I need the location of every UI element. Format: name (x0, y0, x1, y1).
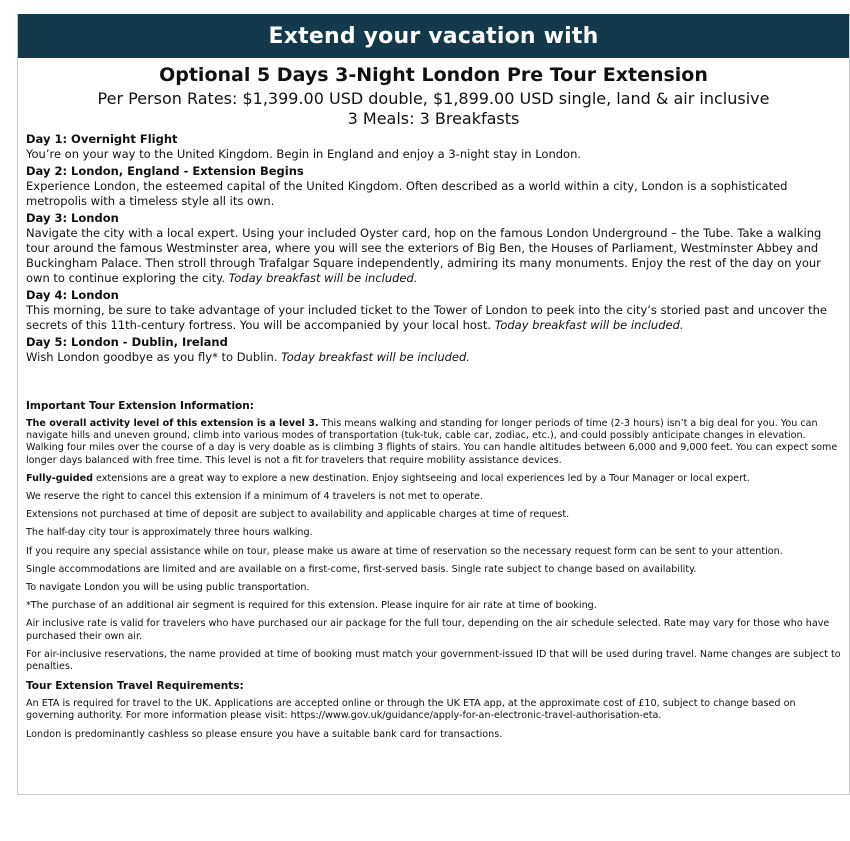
day-title: Day 1: Overnight Flight (26, 132, 178, 146)
day-item (26, 164, 841, 209)
meals-line: 3 Meals: 3 Breakfasts (347, 109, 520, 128)
requirement-note: An ETA is required for travel to the UK. Applications are accepted online or through the UK ETA app, at the approximate cost of £10, subject to change based on governing authority. For more information please visit: https://www.gov.uk/guidance/apply-for-an-electronic-travel-authorisation-eta. (26, 698, 796, 722)
day-title: Day 3: London (26, 211, 119, 225)
day-item (26, 211, 841, 286)
day-text: This morning, be sure to take advantage of your included ticket to the Tower of London to peek into the city’s storied past and uncover the secrets of this 11th-century fortress. You will be accompanied by your local host. Today breakfast will be included. (26, 303, 827, 332)
day-title: Day 5: London - Dublin, Ireland (26, 335, 228, 349)
meal-note: Today breakfast will be included. (228, 271, 418, 285)
info-note: *The purchase of an additional air segment is required for this extension. Please inquire for air rate at time of booking. (26, 600, 597, 612)
activity-level-note: The overall activity level of this extension is a level 3. This means walking and standing for longer periods of time (2-3 hours) isn’t a big deal for you. You can navigate hills and uneven ground, climb into various modes of transportation (tuk-tuk, cable car, zodiac, etc.), and could possibly anticipate changes in elevation. Walking four miles over the course of a day is very doable as is climbing 3 flights of stairs. You can handle altitudes between 6,000 and 9,000 feet. You can expect some longer days balanced with free time. This level is not a fit for travelers that require mobility assistance devices. (26, 418, 838, 466)
important-info (18, 399, 849, 741)
requirement-note: London is predominantly cashless so please ensure you have a suitable bank card for transactions. (26, 728, 503, 740)
info-note: Extensions not purchased at time of deposit are subject to availability and applicable charges at time of request. (26, 509, 570, 521)
extension-title: Optional 5 Days 3-Night London Pre Tour Extension (159, 64, 708, 86)
info-note: If you require any special assistance while on tour, please make us aware at time of reservation so the necessary request form can be sent to your attention. (26, 545, 783, 557)
fully-guided-note: Fully-guided extensions are a great way to explore a new destination. Enjoy sightseeing and local experiences led by a Tour Manager or local expert. (26, 472, 750, 484)
extension-header (18, 64, 849, 129)
banner: Extend your vacation with (18, 14, 849, 58)
info-note: To navigate London you will be using public transportation. (26, 582, 310, 594)
info-note: We reserve the right to cancel this extension if a minimum of 4 travelers is not met to operate. (26, 491, 483, 503)
day-text: Wish London goodbye as you fly* to Dublin. Today breakfast will be included. (26, 350, 470, 364)
info-note: For air-inclusive reservations, the name provided at time of booking must match your government-issued ID that will be used during travel. Name changes are subject to penalties. (26, 648, 841, 673)
meal-note: Today breakfast will be included. (494, 318, 684, 332)
day-list (18, 132, 849, 365)
day-title: Day 2: London, England - Extension Begins (26, 164, 304, 178)
info-note: Air inclusive rate is valid for travelers who have purchased our air package for the full tour, depending on the air schedule selected. Rate may vary for those who have purchased their own air. (26, 618, 830, 642)
day-text: You’re on your way to the United Kingdom. Begin in England and enjoy a 3-night stay in London. (26, 147, 582, 161)
day-item (26, 335, 841, 365)
meal-note: Today breakfast will be included. (281, 350, 470, 364)
info-heading: Important Tour Extension Information: (26, 400, 254, 412)
day-title: Day 4: London (26, 288, 119, 302)
requirements-heading: Tour Extension Travel Requirements: (26, 680, 244, 693)
day-item (26, 132, 841, 162)
day-text: Experience London, the esteemed capital of the United Kingdom. Often described as a world within a city, London is a sophisticated metropolis with a timeless style all its own. (26, 179, 788, 208)
info-note: The half-day city tour is approximately three hours walking. (26, 527, 313, 539)
rates-line: Per Person Rates: $1,399.00 USD double, $1,899.00 USD single, land & air inclusive (97, 89, 770, 108)
itinerary-sheet (17, 14, 850, 795)
day-item (26, 288, 841, 333)
day-text: Navigate the city with a local expert. Using your included Oyster card, hop on the famous London Underground – the Tube. Take a walking tour around the famous Westminster area, where you will see the exteriors of Big Ben, the Houses of Parliament, Westminster Abbey and Buckingham Palace. Then stroll through Trafalgar Square independently, admiring its many monuments. Enjoy the rest of the day on your own to continue exploring the city. Today breakfast will be included. (26, 226, 822, 285)
info-note: Single accommodations are limited and are available on a first-come, first-served basis. Single rate subject to change based on availability. (26, 563, 697, 575)
